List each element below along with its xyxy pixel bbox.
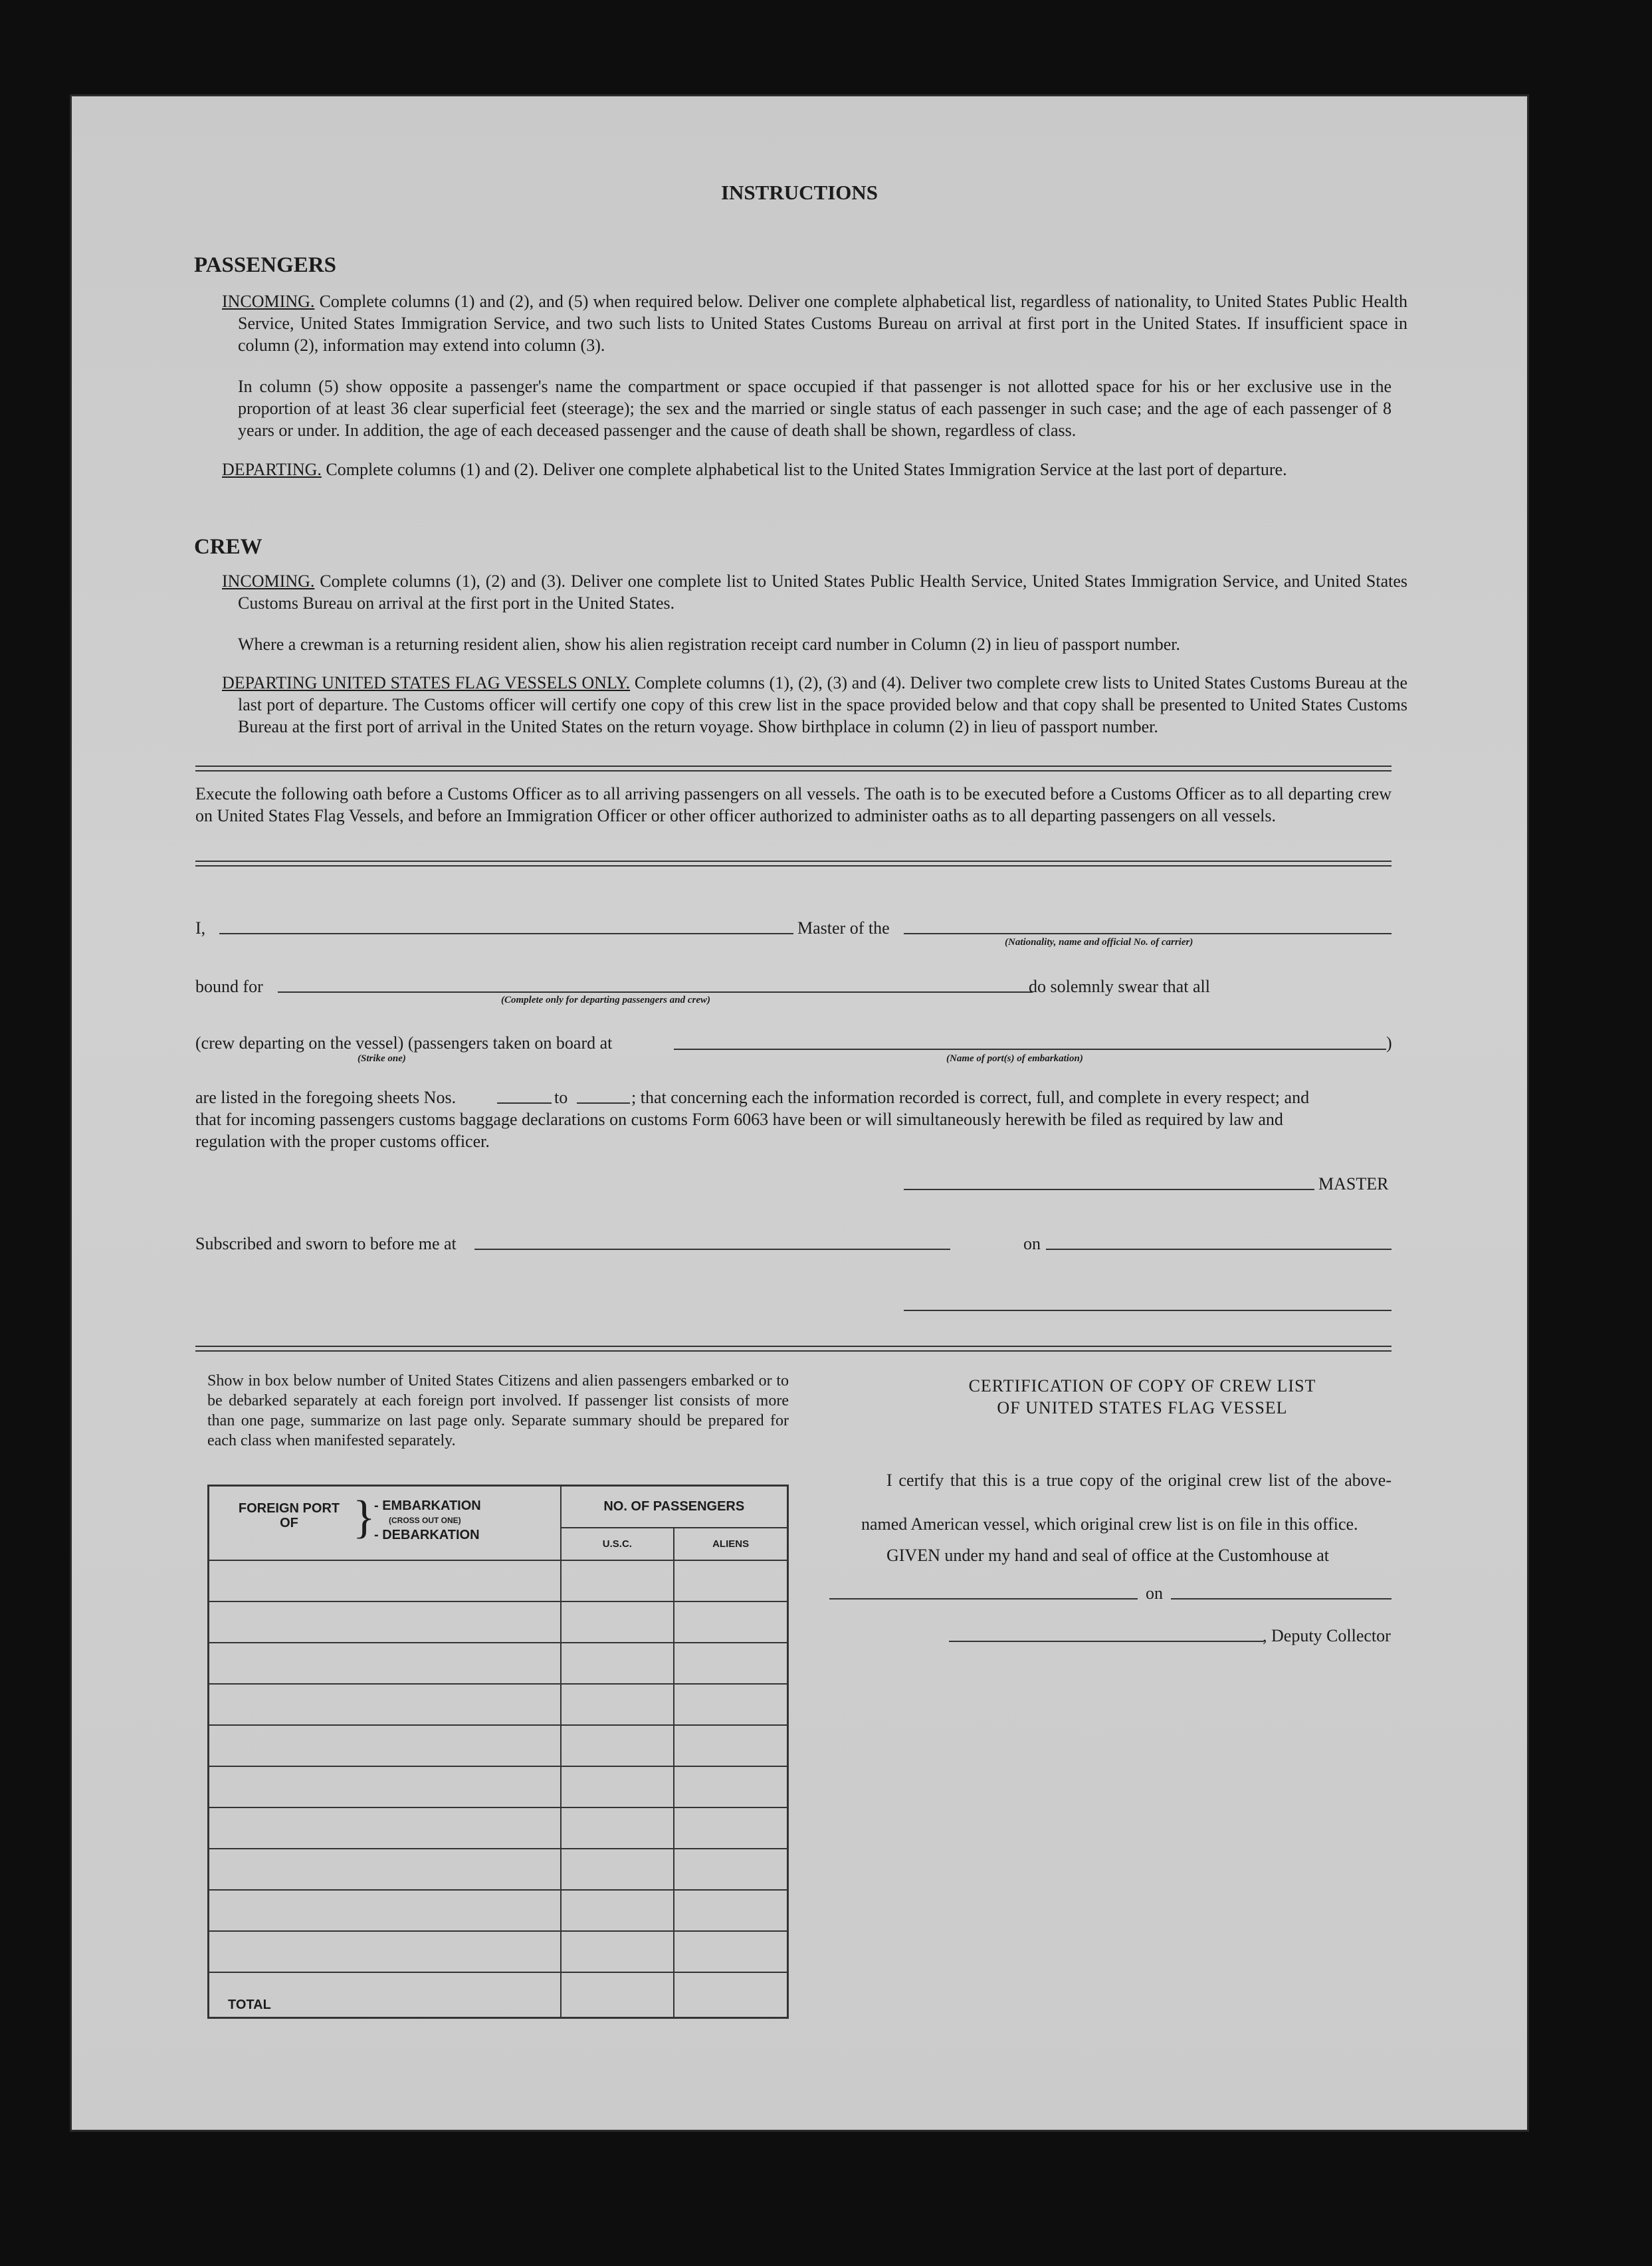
total-usc-cell[interactable] xyxy=(561,1972,674,2018)
divider-3 xyxy=(195,1346,1392,1352)
sworn-place-field[interactable] xyxy=(474,1249,950,1250)
aliens-label: ALIENS xyxy=(712,1538,750,1550)
customhouse-field[interactable] xyxy=(829,1598,1138,1599)
usc-label: U.S.C. xyxy=(602,1538,632,1550)
crewman-paragraph: Where a crewman is a returning resident alien, show his alien registration receipt card number in Column (2) in lieu of passport number. xyxy=(238,635,1181,654)
officer-signature-field[interactable] xyxy=(904,1310,1392,1311)
total-row xyxy=(209,1972,788,2018)
deputy-collector-label: , Deputy Collector xyxy=(1263,1626,1391,1645)
port-cell[interactable] xyxy=(209,1643,561,1684)
to-label: to xyxy=(554,1088,568,1107)
aliens-cell[interactable] xyxy=(674,1849,787,1890)
crew-passengers-label: (crew departing on the vessel) (passengers taken on board at xyxy=(195,1033,613,1053)
flag-vessels-text: Complete columns (1), (2), (3) and (4). Deliver two complete crew lists to United States Customs Bureau at the last port of departure. The Customs officer will certify one copy of this crew list in the space provided below and that copy shall be presented to United States Customs Bureau at the first port of arrival in the United States on the return voyage. Show birthplace in column (2) in lieu of passport number. xyxy=(238,673,1408,736)
cross-out-label: (CROSS OUT ONE) xyxy=(389,1516,461,1525)
incoming-text: Complete columns (1) and (2), and (5) when required below. Deliver one complete alphabetical list, regardless of nationality, to United States Public Health Service, United States Immigration Service, and two such lists to United States Customs Bureau on arrival at first port in the United States. If insufficient space in column (2), information may extend into column (3). xyxy=(238,292,1408,355)
carrier-field[interactable] xyxy=(904,933,1392,934)
cert-on-label: on xyxy=(1146,1584,1163,1603)
certify-paragraph: I certify that this is a true copy of the original crew list of the above-named American vessel, which original crew list is on file in this office. xyxy=(861,1471,1392,1534)
master-of-label: Master of the xyxy=(797,918,890,938)
certification-heading-line-2: OF UNITED STATES FLAG VESSEL xyxy=(997,1398,1288,1417)
usc-cell[interactable] xyxy=(561,1601,674,1643)
usc-cell[interactable] xyxy=(561,1890,674,1931)
crew-incoming-paragraph xyxy=(222,570,1407,614)
summary-instructions: Show in box below number of United States Citizens and alien passengers embarked or to be debarked separately at each foreign port involved. If passenger list consists of more than one page, summarize on last page only. Separate summary should be prepared for each class when manifested separately. xyxy=(207,1372,789,1449)
aliens-cell[interactable] xyxy=(674,1890,787,1931)
port-cell[interactable] xyxy=(209,1725,561,1766)
embarkation-port-field[interactable] xyxy=(674,1049,1386,1050)
sheet-from-field[interactable] xyxy=(497,1102,552,1104)
total-aliens-cell[interactable] xyxy=(674,1972,787,2018)
certification-heading-line-1: CERTIFICATION OF COPY OF CREW LIST xyxy=(968,1376,1316,1395)
no-of-passengers-label: NO. OF PASSENGERS xyxy=(603,1499,745,1514)
aliens-cell[interactable] xyxy=(674,1725,787,1766)
table-row xyxy=(209,1890,788,1931)
table-row xyxy=(209,1931,788,1972)
usc-cell[interactable] xyxy=(561,1766,674,1807)
usc-cell[interactable] xyxy=(561,1725,674,1766)
table-row xyxy=(209,1725,788,1766)
passengers-heading: PASSENGERS xyxy=(194,253,336,277)
total-label: TOTAL xyxy=(228,1998,271,2012)
usc-cell[interactable] xyxy=(561,1849,674,1890)
crew-incoming-label: INCOMING. xyxy=(222,571,315,591)
deputy-signature-field[interactable] xyxy=(949,1641,1264,1642)
bound-for-field[interactable] xyxy=(278,991,1033,993)
aliens-cell[interactable] xyxy=(674,1643,787,1684)
certification-heading xyxy=(893,1375,1392,1419)
cert-date-field[interactable] xyxy=(1171,1598,1392,1599)
port-caption: (Name of port(s) of embarkation) xyxy=(946,1053,1083,1064)
divider-1 xyxy=(195,766,1392,772)
execute-oath-paragraph: Execute the following oath before a Customs Officer as to all arriving passengers on all vessels. The oath is to be executed before a Customs Officer as to all departing crew on United States Flag Vessels, and before an Immigration Officer or other officer authorized to administer oaths as to all departing passengers on all vessels. xyxy=(195,784,1392,825)
passenger-summary-table xyxy=(207,1485,789,2019)
i-label: I, xyxy=(195,918,206,938)
brace-glyph: } xyxy=(353,1492,375,1543)
no-of-passengers-header xyxy=(561,1486,788,1528)
usc-cell[interactable] xyxy=(561,1931,674,1972)
port-cell[interactable] xyxy=(209,1601,561,1643)
usc-cell[interactable] xyxy=(561,1560,674,1601)
aliens-cell[interactable] xyxy=(674,1601,787,1643)
listed-suffix: ; that concerning each the information recorded is correct, full, and complete in every respect; and xyxy=(631,1088,1310,1107)
listed-prefix: are listed in the foregoing sheets Nos. xyxy=(195,1088,457,1107)
port-cell[interactable] xyxy=(209,1890,561,1931)
instructions-title: INSTRUCTIONS xyxy=(720,181,878,204)
aliens-header xyxy=(674,1528,787,1560)
departing-label: DEPARTING. xyxy=(222,460,322,479)
aliens-cell[interactable] xyxy=(674,1931,787,1972)
master-label: MASTER xyxy=(1318,1174,1389,1193)
flag-vessels-label: DEPARTING UNITED STATES FLAG VESSELS ONLY. xyxy=(222,673,631,692)
column5-paragraph: In column (5) show opposite a passenger's name the compartment or space occupied if that passenger is not allotted space for his or her exclusive use in the proportion of at least 36 clear superficial feet (steerage); the sex and the married or single status of each passenger in such case; and the age of each passenger of 8 years or under. In addition, the age of each deceased passenger and the cause of death shall be shown, regardless of class. xyxy=(238,377,1392,440)
port-cell[interactable] xyxy=(209,1766,561,1807)
sworn-on-label: on xyxy=(1023,1234,1041,1253)
close-paren: ) xyxy=(1386,1033,1392,1053)
table-row xyxy=(209,1643,788,1684)
table-row xyxy=(209,1849,788,1890)
header-port-cell xyxy=(209,1486,561,1561)
subscribed-label: Subscribed and sworn to before me at xyxy=(195,1234,457,1253)
aliens-cell[interactable] xyxy=(674,1807,787,1849)
usc-cell[interactable] xyxy=(561,1807,674,1849)
port-cell[interactable] xyxy=(209,1560,561,1601)
crew-heading: CREW xyxy=(194,535,262,559)
master-signature-field[interactable] xyxy=(904,1189,1314,1190)
form-sheet xyxy=(72,96,1527,2130)
embarkation-label: - EMBARKATION xyxy=(374,1498,481,1513)
passengers-departing-paragraph xyxy=(222,459,1407,480)
usc-cell[interactable] xyxy=(561,1643,674,1684)
table-row xyxy=(209,1601,788,1643)
master-name-field[interactable] xyxy=(219,933,793,934)
port-cell[interactable] xyxy=(209,1684,561,1725)
usc-cell[interactable] xyxy=(561,1684,674,1725)
table-row xyxy=(209,1684,788,1725)
table-row xyxy=(209,1807,788,1849)
listed-line-2: that for incoming passengers customs baggage declarations on customs Form 6063 have been or will simultaneously herewith be filed as required by law and xyxy=(195,1110,1283,1129)
crew-incoming-text: Complete columns (1), (2) and (3). Deliver one complete list to United States Public Health Service, United States Immigration Service, and United States Customs Bureau on arrival at the first port in the United States. xyxy=(238,571,1407,613)
total-label-cell xyxy=(209,1972,561,2018)
given-text: GIVEN under my hand and seal of office at the Customhouse at xyxy=(886,1546,1329,1565)
swear-label: do solemnly swear that all xyxy=(1029,977,1210,996)
nationality-caption: (Nationality, name and official No. of carrier) xyxy=(1005,937,1193,948)
port-cell[interactable] xyxy=(209,1931,561,1972)
aliens-cell[interactable] xyxy=(674,1766,787,1807)
sheet-to-field[interactable] xyxy=(577,1102,630,1104)
departing-text: Complete columns (1) and (2). Deliver one complete alphabetical list to the United States Immigration Service at the last port of departure. xyxy=(326,460,1287,479)
debarkation-label: - DEBARKATION xyxy=(374,1528,480,1542)
table-row xyxy=(209,1766,788,1807)
divider-2 xyxy=(195,861,1392,867)
aliens-cell[interactable] xyxy=(674,1684,787,1725)
foreign-port-of-label: FOREIGN PORT OF xyxy=(238,1501,340,1530)
aliens-cell[interactable] xyxy=(674,1560,787,1601)
flag-vessels-paragraph xyxy=(222,672,1407,738)
port-cell[interactable] xyxy=(209,1849,561,1890)
listed-line-3: regulation with the proper customs officer. xyxy=(195,1132,490,1151)
table-row xyxy=(209,1560,788,1601)
strike-one-caption: (Strike one) xyxy=(358,1053,406,1064)
passengers-incoming-paragraph xyxy=(222,290,1407,356)
sworn-date-field[interactable] xyxy=(1046,1249,1392,1250)
usc-header xyxy=(561,1528,674,1560)
incoming-label: INCOMING. xyxy=(222,292,315,311)
complete-only-caption: (Complete only for departing passengers and crew) xyxy=(501,995,710,1005)
port-cell[interactable] xyxy=(209,1807,561,1849)
bound-for-label: bound for xyxy=(195,977,263,996)
